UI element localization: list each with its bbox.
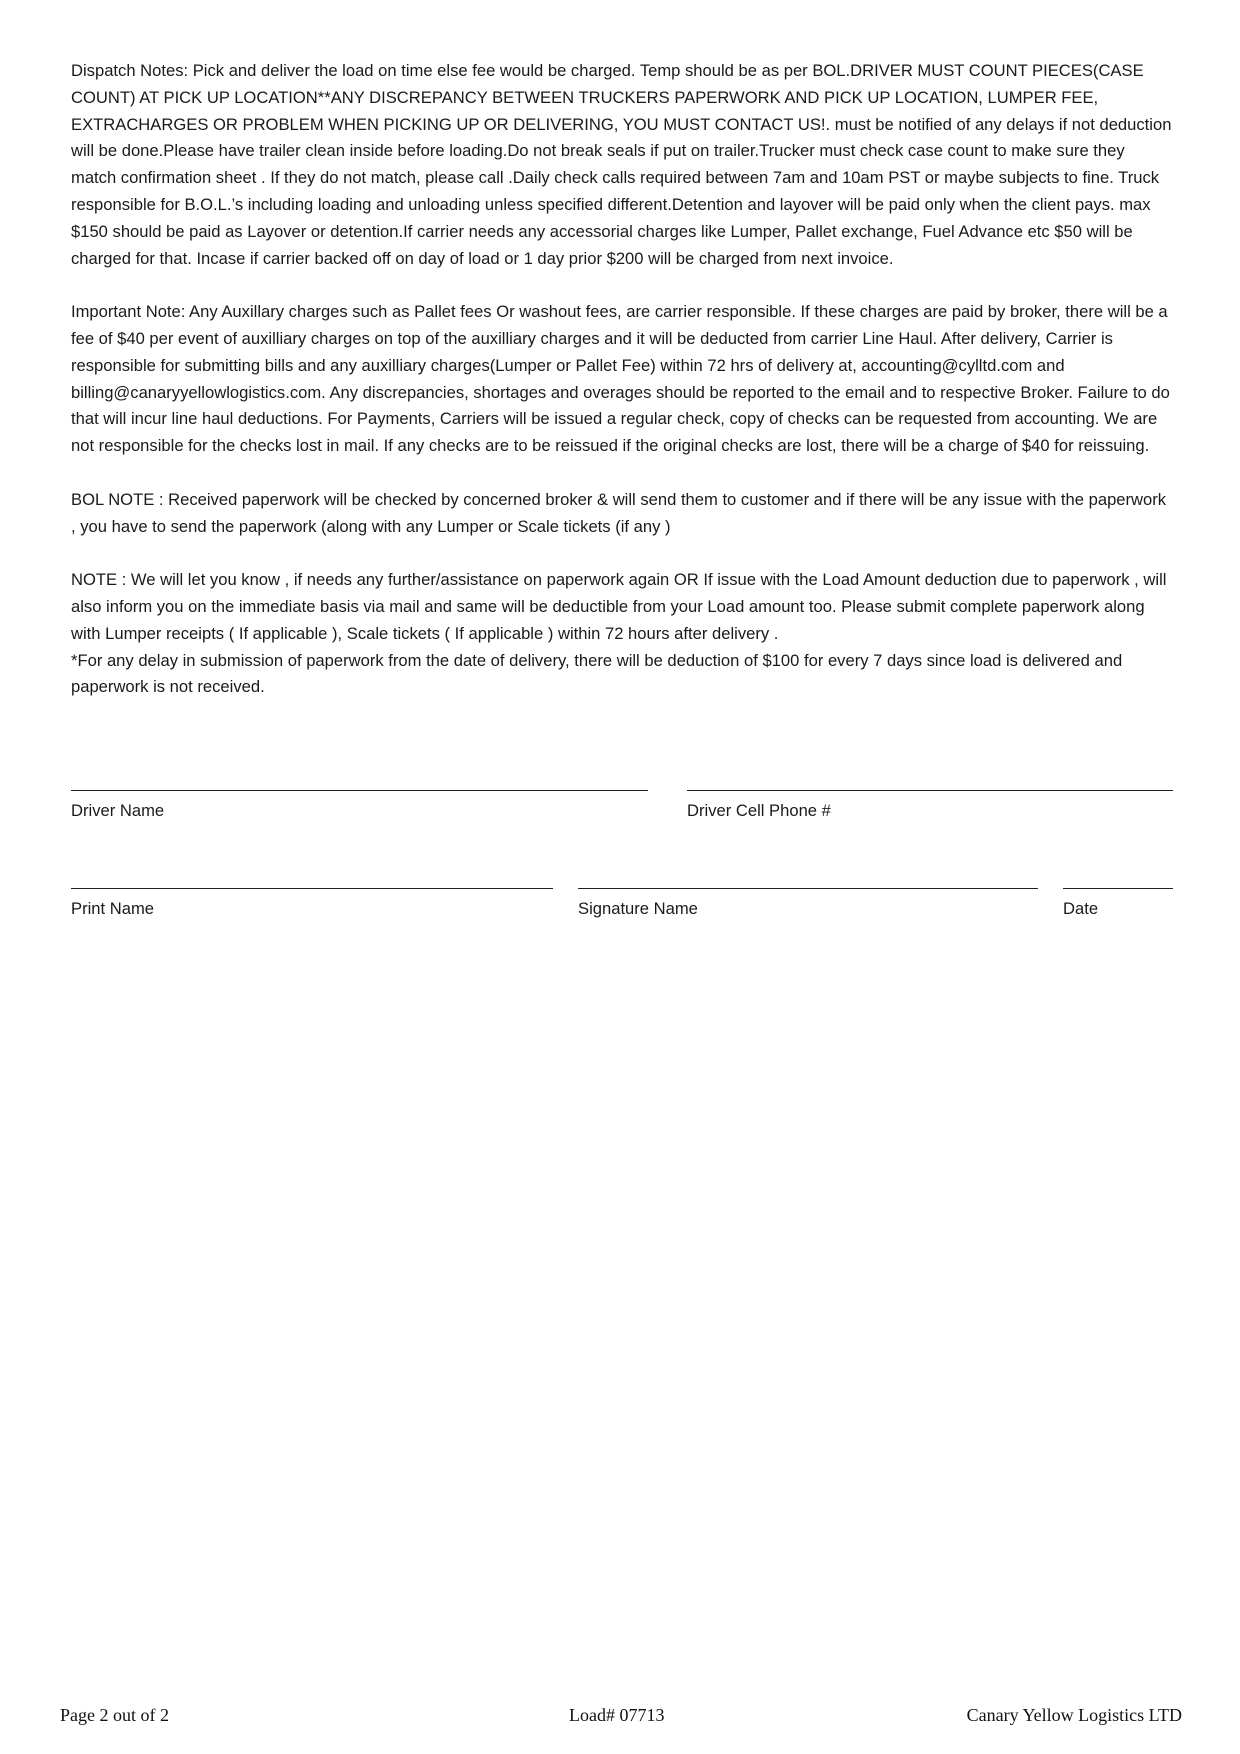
print-name-line: [71, 878, 553, 889]
print-name-label: Print Name: [71, 899, 154, 918]
print-name-field[interactable]: [71, 878, 553, 919]
driver-cell-label: Driver Cell Phone #: [687, 801, 831, 820]
dispatch-notes-paragraph: Dispatch Notes: Pick and deliver the load on time else fee would be charged. Temp should be as per BOL.DRIVER MUST COUNT PIECES(CASE COUNT) AT PICK UP LOCATION**ANY DISCREPANCY BETWEEN TRUCKERS PAPERWORK AND PICK UP LOCATION, LUMPER FEE, EXTRACHARGES OR PROBLEM WHEN PICKING UP OR DELIVERING, YOU MUST CONTACT US!. must be notified of any delays if not deduction will be done.Please have trailer clean inside before loading.Do not break seals if put on trailer.Trucker must check case count to make sure they match confirmation sheet . If they do not match, please call .Daily check calls required between 7am and 10am PST or maybe subjects to fine. Truck responsible for B.O.L.’s including loading and unloading unless specified different.Detention and layover will be paid only when the client pays. max $150 should be paid as Layover or detention.If carrier needs any accessorial charges like Lumper, Pallet exchange, Fuel Advance etc $50 will be charged for that. Incase if carrier backed off on day of load or 1 day prior $200 will be charged from next invoice.: [71, 61, 1172, 268]
bol-note-paragraph: BOL NOTE : Received paperwork will be checked by concerned broker & will send them to customer and if there will be any issue with the paperwork , you have to send the paperwork (along with any Lumper or Scale tickets (if any ): [71, 489, 1167, 536]
load-number: Load# 07713: [569, 1705, 665, 1725]
print-signature-row: [71, 878, 1173, 919]
page-number: Page 2 out of 2: [60, 1705, 169, 1725]
driver-cell-field[interactable]: [687, 780, 1173, 821]
important-note-paragraph: Important Note: Any Auxillary charges such as Pallet fees Or washout fees, are carrier responsible. If these charges are paid by broker, there will be a fee of $40 per event of auxilliary charges on top of the auxilliary charges and it will be deducted from carrier Line Haul. After delivery, Carrier is responsible for submitting bills and any auxilliary charges(Lumper or Pallet Fee) within 72 hrs of delivery at, accounting@cylltd.com and billing@canaryyellowlogistics.com. Any discrepancies, shortages and overages should be reported to the email and to respective Broker. Failure to do that will incur line haul deductions. For Payments, Carriers will be issued a regular check, copy of checks can be requested from accounting. We are not responsible for the checks lost in mail. If any checks are to be reissued if the original checks are lost, there will be a charge of $40 for reissuing.: [71, 302, 1170, 456]
date-label: Date: [1063, 899, 1099, 918]
company-name: Canary Yellow Logistics LTD: [966, 1705, 1182, 1725]
driver-cell-line: [687, 780, 1173, 791]
terms-body: [71, 58, 1173, 728]
driver-signature-row: [71, 780, 1173, 821]
driver-name-field[interactable]: [71, 780, 648, 821]
signature-name-field[interactable]: [578, 878, 1038, 919]
signature-name-label: Signature Name: [578, 899, 698, 918]
date-line: [1063, 878, 1173, 889]
date-field[interactable]: [1063, 878, 1173, 919]
note-paragraph: NOTE : We will let you know , if needs any further/assistance on paperwork again OR If issue with the Load Amount deduction due to paperwork , will also inform you on the immediate basis via mail and same will be deductible from your Load amount too. Please submit complete paperwork along with Lumper receipts ( If applicable ), Scale tickets ( If applicable ) within 72 hours after delivery . *For any delay in submission of paperwork from the date of delivery, there will be deduction of $100 for every 7 days since load is delivered and paperwork is not received.: [71, 570, 1167, 697]
driver-name-label: Driver Name: [71, 801, 165, 820]
driver-name-line: [71, 780, 648, 791]
signature-name-line: [578, 878, 1038, 889]
